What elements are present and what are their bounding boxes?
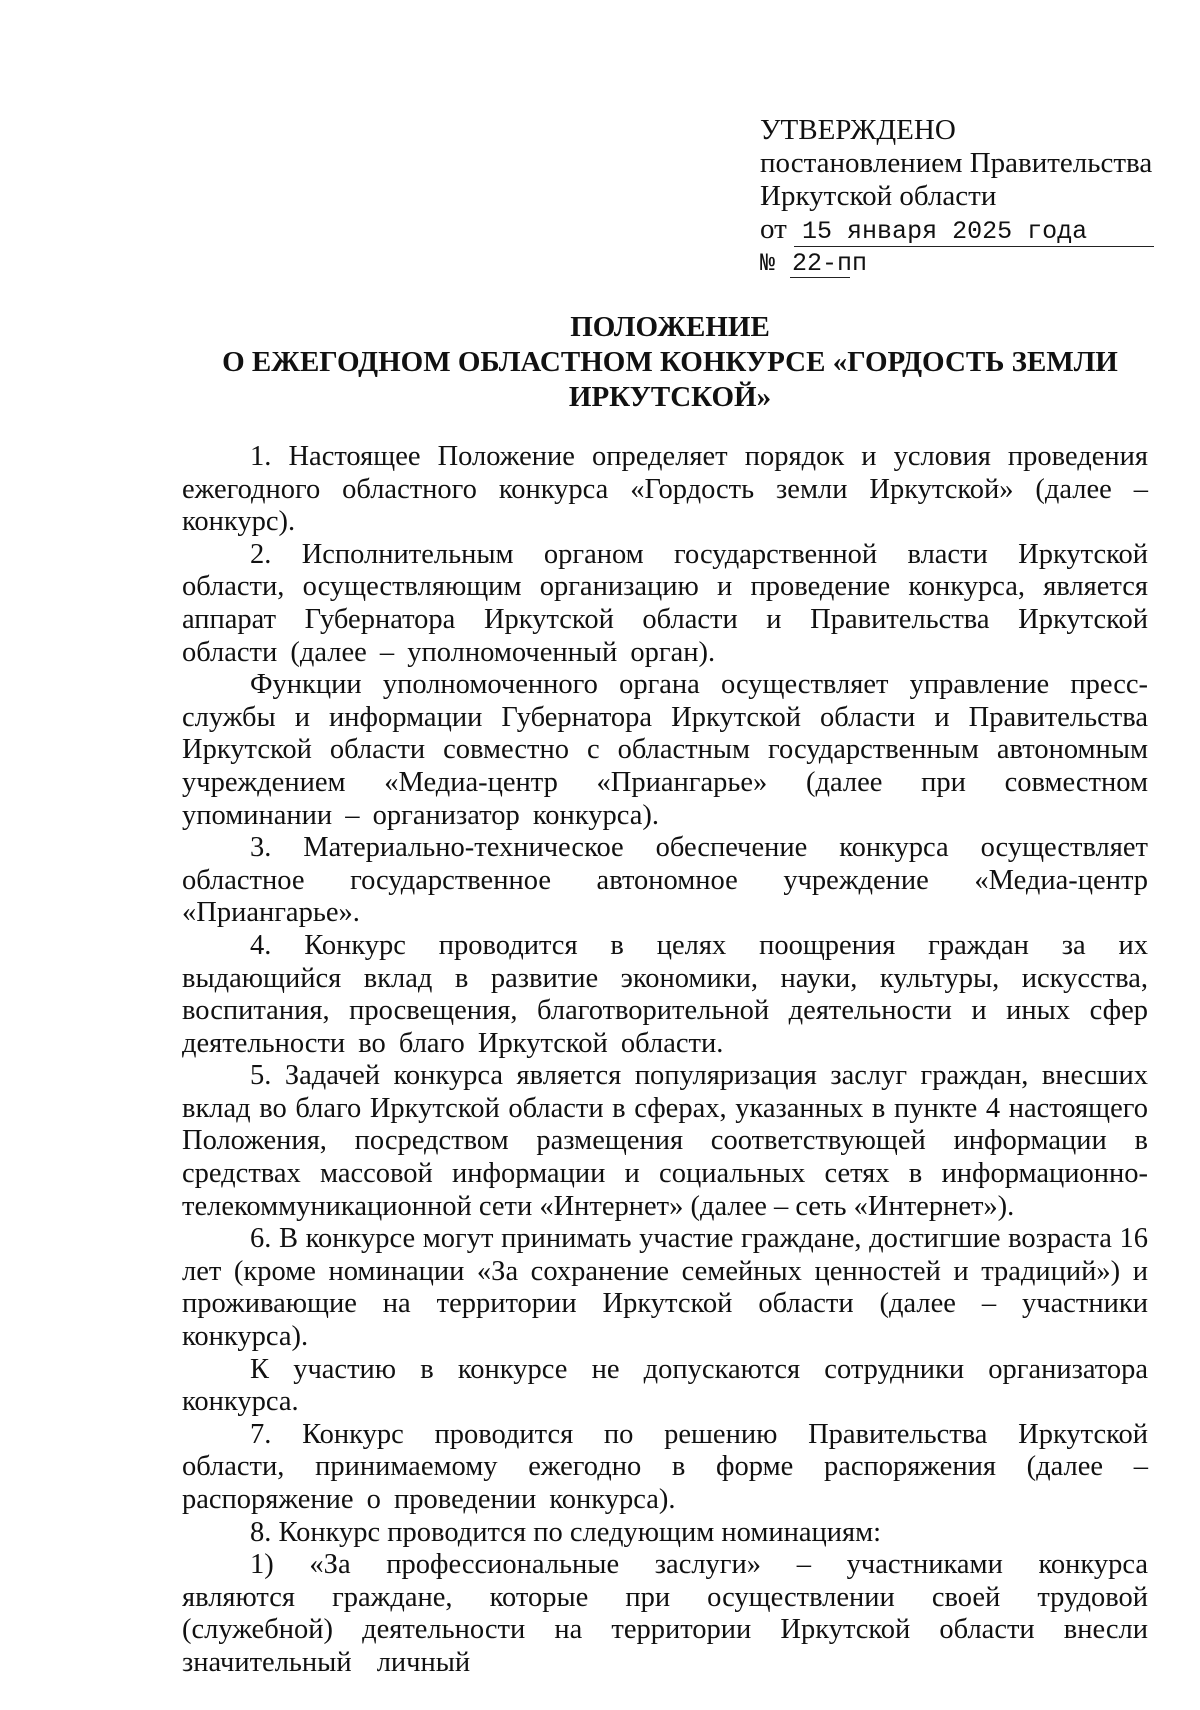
- title-line-3: ИРКУТСКОЙ»: [568, 381, 772, 413]
- paragraph-5: 4. Конкурс проводится в целях поощрения граждан за их выдающийся вклад в развитие экономики, науки, культуры, искусства, воспитания, просвещения, благотворительной деятельности и иных сфер деятельности во благо Иркутской области.: [182, 929, 1148, 1059]
- paragraph-9: 7. Конкурс проводится по решению Правительства Иркутской области, принимаемому ежегодно в форме распоряжения (далее – распоряжение о проведении конкурса).: [182, 1418, 1148, 1515]
- paragraph-10: 8. Конкурс проводится по следующим номинациям:: [250, 1516, 882, 1548]
- approval-block: [760, 114, 1180, 280]
- paragraph-4: 3. Материально-техническое обеспечение конкурса осуществляет областное государственное автономное учреждение «Медиа-центр «Приангарье».: [182, 832, 1148, 929]
- paragraph-11: 1) «За профессиональные заслуги» – участниками конкурса являются граждане, которые при осуществлении своей трудовой (служебной) деятельности на территории Иркутской области внесли значительный личный: [182, 1549, 1148, 1678]
- title-line-2: О ЕЖЕГОДНОМ ОБЛАСТНОМ КОНКУРСЕ «ГОРДОСТЬ ЗЕМЛИ: [222, 346, 1118, 378]
- approval-heading: УТВЕРЖДЕНО: [760, 114, 956, 146]
- document-body: [182, 441, 1148, 1680]
- paragraph-6: 5. Задачей конкурса является популяризация заслуг граждан, внесших вклад во благо Иркутской области в сферах, указанных в пункте 4 настоящего Положения, посредством размещения соответствующей информации в средствах массовой информации и социальных сетях в информационно-телекоммуникационной сети «Интернет» (далее – сеть «Интернет»).: [182, 1060, 1148, 1222]
- approval-date-value: 15 января 2025 года: [794, 218, 1154, 247]
- approval-date-row: [760, 213, 1180, 247]
- approval-line-2: Иркутской области: [760, 180, 997, 212]
- paragraph-1: 1. Настоящее Положение определяет порядок и условия проведения ежегодного областного конкурса «Гордость земли Иркутской» (далее – конкурс).: [182, 441, 1148, 538]
- paragraph-8: К участию в конкурсе не допускаются сотрудники организатора конкурса.: [182, 1353, 1148, 1418]
- approval-number-value: 22-пп: [792, 249, 868, 278]
- paragraph-3: Функции уполномоченного органа осуществляет управление пресс-службы и информации Губернатора Иркутской области и Правительства Иркутской области совместно с областным государственным автономным учреждением «Медиа-центр «Приангарье» (далее при совместном упоминании – организатор конкурса).: [182, 669, 1148, 831]
- title-line-1: ПОЛОЖЕНИЕ: [570, 311, 770, 343]
- paragraph-7: 6. В конкурсе могут принимать участие граждане, достигшие возраста 16 лет (кроме номинации «За сохранение семейных ценностей и традиций») и проживающие на территории Иркутской области (далее – участники конкурса).: [182, 1223, 1148, 1353]
- approval-number-prefix: №: [760, 249, 776, 278]
- paragraph-2: 2. Исполнительным органом государственной власти Иркутской области, осуществляющим организацию и проведение конкурса, является аппарат Губернатора Иркутской области и Правительства Иркутской области (далее – уполномоченный орган).: [182, 538, 1148, 668]
- document-title: [180, 310, 1160, 415]
- approval-date-prefix: от: [760, 213, 787, 245]
- approval-line-1: постановлением Правительства: [760, 147, 1153, 179]
- approval-number-row: [760, 247, 1180, 280]
